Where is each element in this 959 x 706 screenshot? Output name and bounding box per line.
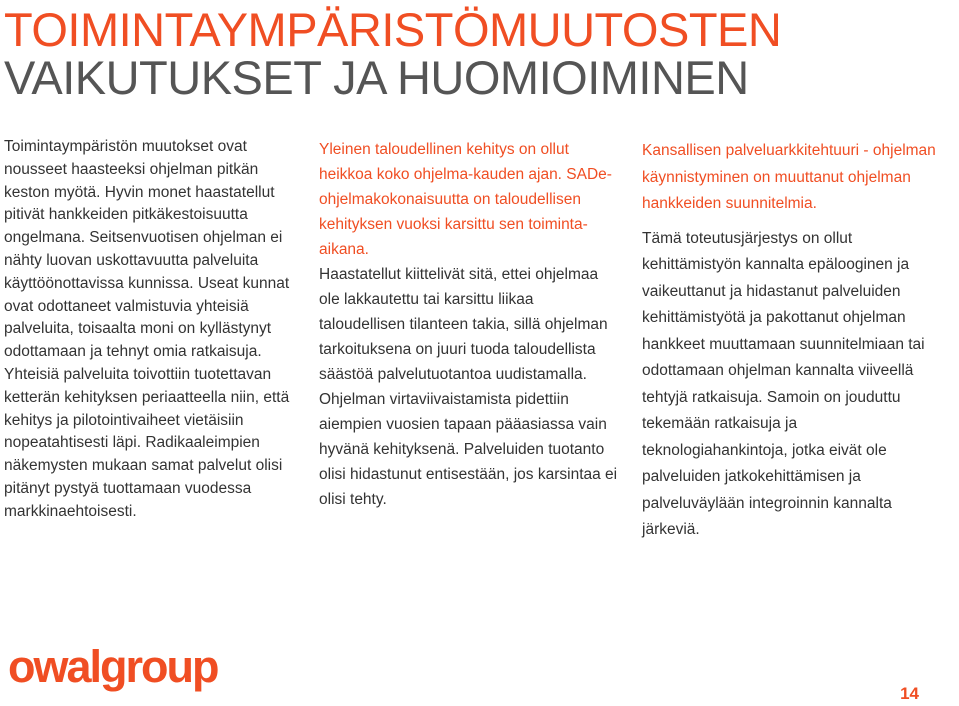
right-column bbox=[642, 138, 947, 544]
owalgroup-logo bbox=[8, 636, 308, 696]
middle-column-highlight: Yleinen taloudellinen kehitys on ollut heikkoa koko ohjelma-kauden ajan. SADe-ohjelmakokonaisuutta on taloudellisen kehityksen vuoksi karsittu sen toiminta-aikana. bbox=[319, 141, 612, 258]
right-column-highlight: Kansallisen palveluarkkitehtuuri - ohjelman käynnistyminen on muuttanut ohjelman hankkeiden suunnitelmia. bbox=[642, 142, 936, 212]
title-line-1: TOIMINTAYMPÄRISTÖMUUTOSTEN bbox=[4, 3, 782, 56]
left-column-text: Toimintaympäristön muutokset ovat nousseet haasteeksi ohjelman pitkän keston myötä. Hyvin monet haastatellut pitivät hankkeiden pitkäkestoisuutta ongelmana. Seitsenvuotisen ohjelman ei nähty luovan uskottavuutta palveluita käyttöönottavissa kunnissa. Useat kunnat ovat odottaneet valmistuvia yhteisiä palveluita, toisaalta moni on kyllästynyt odottamaan ja tehnyt omia ratkaisuja. Yhteisiä palveluita toivottiin tuotettavan ketterän kehityksen periaatteella niin, että kehitys ja pilotointivaiheet vietäisiin nopeatahtisesti läpi. Radikaaleimpien näkemysten mukaan samat palvelut olisi pitänyt pystyä tuottamaan vuodessa markkinaehtoisesti. bbox=[4, 138, 290, 520]
slide-title bbox=[4, 3, 782, 104]
right-column-text: Tämä toteutusjärjestys on ollut kehittämistyön kannalta epälooginen ja vaikeuttanut ja hidastanut palveluiden kehittämistyötä ja pakottanut ohjelman hankkeet muuttamaan suunnitelmiaan tai odottamaan ohjelman kannalta viiveellä tehtyjä ratkaisuja. Samoin on jouduttu tekemään ratkaisuja ja teknologiahankintoja, jotka eivät ole palveluiden jatkokehittämisen ja palveluväylään integroinnin kannalta järkeviä. bbox=[642, 229, 925, 538]
title-line-2: VAIKUTUKSET JA HUOMIOIMINEN bbox=[4, 51, 749, 104]
page-number: 14 bbox=[900, 684, 919, 703]
middle-column-text: Haastatellut kiittelivät sitä, ettei ohjelmaa ole lakkautettu tai karsittu liikaa taloudellisen tilanteen takia, sillä ohjelman tarkoituksena on juuri tuoda taloudellista säästöä palvelutuotantoa uudistamalla. Ohjelman virtaviivaistamista pidettiin aiempien vuosien tapaan pääasiassa vain hyvänä kehityksenä. Palveluiden tuotanto olisi hidastunut entisestään, jos karsintaa ei olisi tehty. bbox=[319, 266, 618, 508]
left-column bbox=[4, 136, 294, 524]
logo-wordmark: owalgroup bbox=[8, 641, 218, 692]
middle-column bbox=[319, 137, 619, 512]
